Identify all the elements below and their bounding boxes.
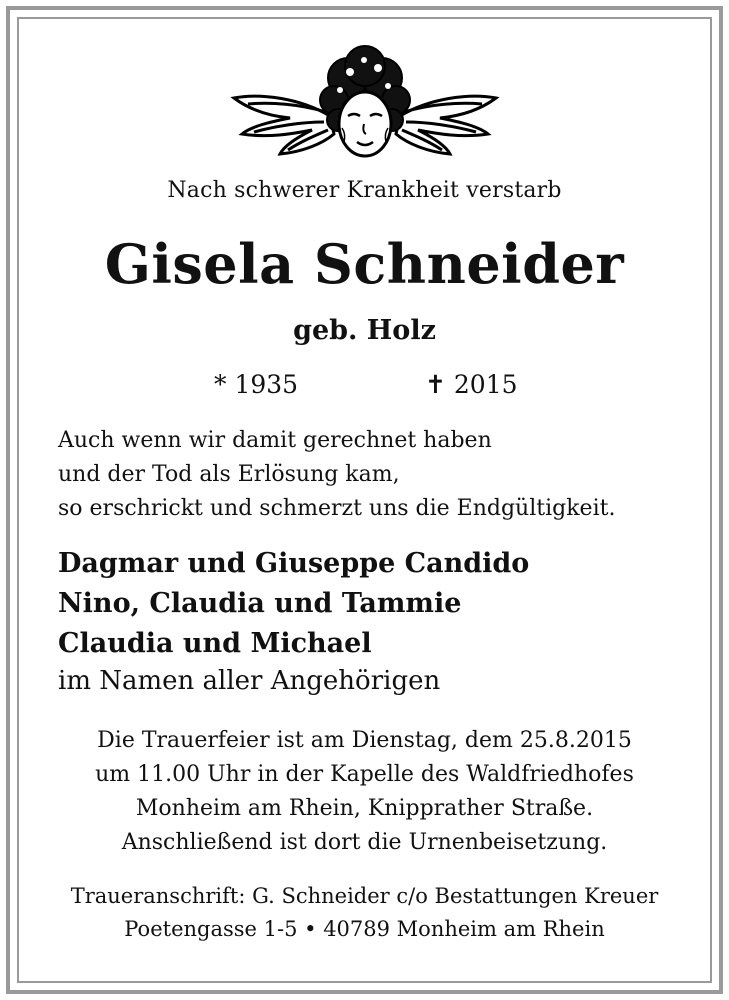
birth-year: * 1935 — [214, 370, 299, 399]
ceremony-line: um 11.00 Uhr in der Kapelle des Waldfriedhofes — [95, 762, 634, 787]
mourners-list — [58, 544, 529, 664]
cherub-angel-icon — [230, 38, 500, 168]
ceremony-info — [0, 724, 729, 860]
verse-line: so erschrickt und schmerzt uns die Endgültigkeit. — [58, 496, 616, 521]
deceased-name: Gisela Schneider — [104, 232, 625, 296]
address-line: Traueranschrift: G. Schneider c/o Bestattungen Kreuer — [70, 884, 659, 908]
verse-line: Auch wenn wir damit gerechnet haben — [58, 428, 492, 453]
ceremony-line: Anschließend ist dort die Urnenbeisetzung. — [121, 830, 608, 855]
verse-line: und der Tod als Erlösung kam, — [58, 462, 400, 487]
mourning-address — [0, 880, 729, 946]
address-line: Poetengasse 1-5 • 40789 Monheim am Rhein — [124, 917, 605, 941]
on-behalf-line: im Namen aller Angehörigen — [58, 666, 441, 696]
maiden-name: geb. Holz — [293, 315, 436, 346]
mourner-line: Dagmar und Giuseppe Candido — [58, 548, 530, 579]
verse — [58, 424, 615, 526]
mourner-line: Nino, Claudia und Tammie — [58, 588, 462, 619]
intro-line: Nach schwerer Krankheit verstarb — [167, 178, 562, 203]
ceremony-line: Die Trauerfeier ist am Dienstag, dem 25.8.2015 — [97, 728, 632, 753]
death-year: ✝ 2015 — [425, 370, 518, 399]
ceremony-line: Monheim am Rhein, Knipprather Straße. — [135, 796, 594, 821]
mourner-line: Claudia und Michael — [58, 628, 372, 659]
